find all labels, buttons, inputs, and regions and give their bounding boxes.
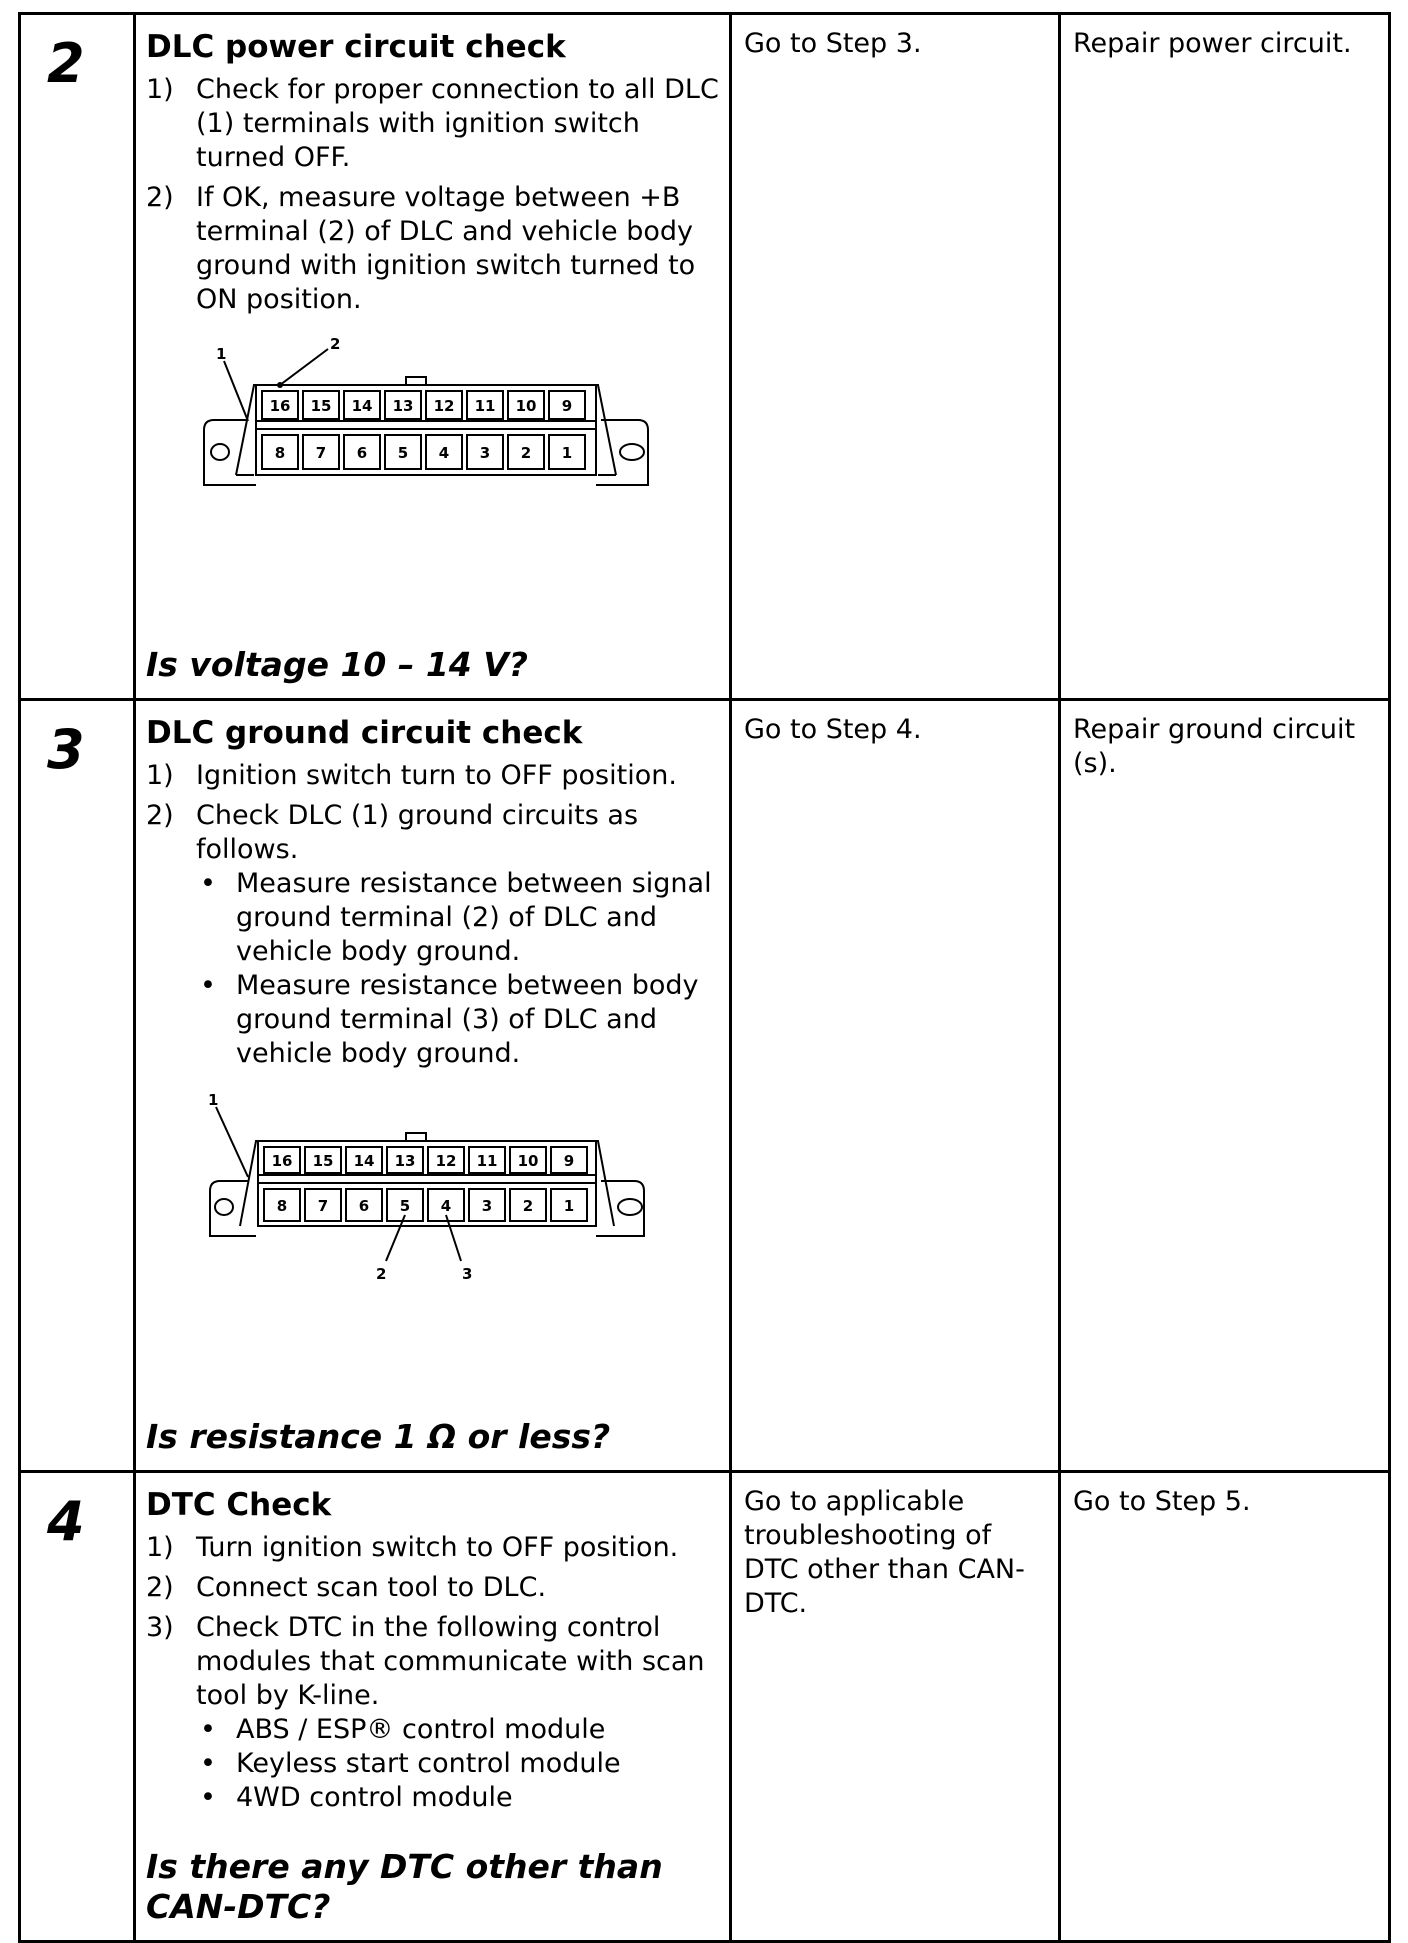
no-cell xyxy=(1060,14,1390,700)
bullet-item: • Keyless start control module xyxy=(200,1748,621,1779)
yes-cell xyxy=(731,700,1060,1472)
callout-label: 1 xyxy=(216,345,227,363)
bullet-item: • 4WD control module xyxy=(200,1782,513,1813)
pin-label: 16 xyxy=(271,1152,293,1170)
pin-label: 9 xyxy=(563,1152,575,1170)
yes-cell xyxy=(731,14,1060,700)
bottom-pin-row xyxy=(262,435,585,469)
diagnostic-steps-table xyxy=(18,12,1391,1943)
pin-label: 1 xyxy=(563,1197,575,1215)
pin-label: 9 xyxy=(561,397,573,415)
pin-label: 11 xyxy=(474,397,496,415)
pin-label: 15 xyxy=(310,397,332,415)
step-row-2 xyxy=(20,14,1390,700)
no-result: Go to Step 5. xyxy=(1073,1486,1251,1517)
pin-label: 3 xyxy=(479,444,491,462)
callout-label: 3 xyxy=(462,1265,473,1283)
dlc-connector-diagram xyxy=(196,335,719,509)
pin-label: 12 xyxy=(435,1152,457,1170)
step-number-cell xyxy=(20,1472,135,1942)
pin-label: 4 xyxy=(438,444,450,462)
callout-label: 1 xyxy=(208,1091,219,1109)
dlc-connector-figure xyxy=(196,335,666,505)
instruction-item: 1) Turn ignition switch to OFF position. xyxy=(146,1532,679,1563)
pin-label: 11 xyxy=(476,1152,498,1170)
no-result: Repair ground circuit (s). xyxy=(1073,714,1356,779)
step-question: Is resistance 1 Ω or less? xyxy=(146,1417,611,1456)
step-row-3 xyxy=(20,700,1390,1472)
pin-label: 8 xyxy=(276,1197,288,1215)
callout-label: 2 xyxy=(330,335,341,353)
instruction-item: 2) Connect scan tool to DLC. xyxy=(146,1572,547,1603)
instruction-item: 2) Check DLC (1) ground circuits as follows. xyxy=(146,800,639,865)
pin-label: 5 xyxy=(399,1197,411,1215)
action-cell xyxy=(135,14,731,700)
dlc-connector-diagram xyxy=(196,1091,719,1295)
top-pin-row xyxy=(264,1147,587,1173)
step-title: DTC Check xyxy=(146,1487,332,1523)
pin-label: 2 xyxy=(522,1197,534,1215)
pin-label: 10 xyxy=(515,397,537,415)
no-cell xyxy=(1060,700,1390,1472)
step-number: 3 xyxy=(47,718,85,781)
top-pin-row xyxy=(262,391,585,419)
step-number-cell xyxy=(20,700,135,1472)
callout-label: 2 xyxy=(376,1265,387,1283)
instruction-item: 1) Check for proper connection to all DLC (1) terminals with ignition switch turned OFF. xyxy=(146,74,719,173)
bullet-item: • ABS / ESP® control module xyxy=(200,1714,606,1745)
dlc-connector-figure xyxy=(196,1091,666,1291)
step-question: Is there any DTC other than CAN-DTC? xyxy=(146,1847,663,1926)
bottom-pin-row xyxy=(264,1189,587,1221)
yes-result: Go to Step 4. xyxy=(744,714,922,745)
pin-label: 6 xyxy=(356,444,368,462)
step-question: Is voltage 10 – 14 V? xyxy=(146,645,528,684)
step-row-4 xyxy=(20,1472,1390,1942)
pin-label: 6 xyxy=(358,1197,370,1215)
action-cell xyxy=(135,700,731,1472)
no-cell xyxy=(1060,1472,1390,1942)
pin-label: 13 xyxy=(394,1152,416,1170)
pin-label: 14 xyxy=(351,397,373,415)
instruction-item: 3) Check DTC in the following control modules that communicate with scan tool by K-line. xyxy=(146,1612,705,1711)
instruction-item: 1) Ignition switch turn to OFF position. xyxy=(146,760,677,791)
instruction-item: 2) If OK, measure voltage between +B terminal (2) of DLC and vehicle body ground with ignition switch turned to ON position. xyxy=(146,182,696,315)
pin-label: 15 xyxy=(312,1152,334,1170)
pin-label: 14 xyxy=(353,1152,375,1170)
step-number: 4 xyxy=(47,1490,85,1553)
pin-label: 8 xyxy=(274,444,286,462)
pin-label: 10 xyxy=(517,1152,539,1170)
pin-label: 12 xyxy=(433,397,455,415)
step-number-cell xyxy=(20,14,135,700)
yes-result: Go to Step 3. xyxy=(744,28,922,59)
step-title: DLC power circuit check xyxy=(146,29,566,65)
pin-label: 16 xyxy=(269,397,291,415)
bullet-item: • Measure resistance between signal ground terminal (2) of DLC and vehicle body ground. xyxy=(200,868,712,967)
step-number: 2 xyxy=(47,32,85,95)
yes-cell xyxy=(731,1472,1060,1942)
pin-label: 13 xyxy=(392,397,414,415)
pin-label: 4 xyxy=(440,1197,452,1215)
pin-label: 3 xyxy=(481,1197,493,1215)
pin-label: 1 xyxy=(561,444,573,462)
pin-label: 7 xyxy=(315,444,327,462)
pin-label: 5 xyxy=(397,444,409,462)
step-title: DLC ground circuit check xyxy=(146,715,583,751)
yes-result: Go to applicable troubleshooting of DTC other than CAN-DTC. xyxy=(744,1486,1025,1619)
pin-label: 2 xyxy=(520,444,532,462)
no-result: Repair power circuit. xyxy=(1073,28,1352,59)
pin-label: 7 xyxy=(317,1197,329,1215)
bullet-item: • Measure resistance between body ground terminal (3) of DLC and vehicle body ground. xyxy=(200,970,699,1069)
action-cell xyxy=(135,1472,731,1942)
